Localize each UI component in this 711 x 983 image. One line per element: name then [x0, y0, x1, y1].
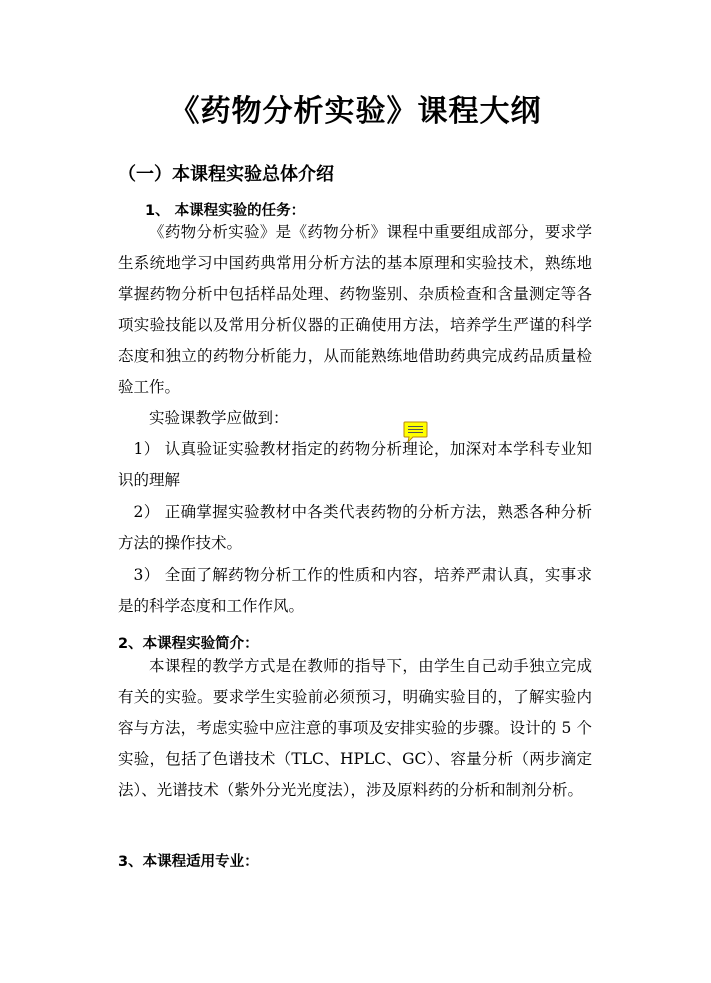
requirement-item-2: 2） 正确掌握实验教材中各类代表药物的分析方法，熟悉各种分析方法的操作技术。 — [118, 503, 592, 552]
tasks-paragraph: 《药物分析实验》是《药物分析》课程中重要组成部分，要求学生系统地学习中国药典常用分析方法的基本原理和实验技术，熟练地掌握药物分析中包括样品处理、药物鉴别、杂质检查和含量测定等各项实验技能以及常用分析仪器的正确使用方法，培养学生严谨的科学态度和独立的药物分析能力，从而能熟练地借助药典完成药品质量检验工作。 — [118, 223, 592, 396]
requirement-item-3: 3） 全面了解药物分析工作的性质和内容，培养严肃认真，实事求是的科学态度和工作作风。 — [118, 566, 592, 615]
subsection-heading-tasks: 1、 本课程实验的任务： — [145, 203, 306, 219]
requirements-intro: 实验课教学应做到： — [149, 409, 289, 427]
comment-icon[interactable] — [403, 421, 428, 443]
subsection-heading-majors: 3、本课程适用专业： — [118, 854, 259, 870]
intro-paragraph: 本课程的教学方式是在教师的指导下，由学生自己动手独立完成有关的实验。要求学生实验前必须预习，明确实验目的，了解实验内容与方法，考虑实验中应注意的事项及安排实验的步骤。设计的 5 个实验，包括了色谱技术（TLC、HPLC、GC）、容量分析（两步滴定法）、光谱技术（紫外分光光度法），涉及原料药的分析和制剂分析。 — [118, 657, 592, 799]
document-title: 《药物分析实验》课程大纲 — [169, 94, 542, 129]
subsection-heading-intro: 2、本课程实验简介： — [118, 636, 259, 652]
section-heading-overview: （一）本课程实验总体介绍 — [118, 164, 334, 185]
requirement-item-1: 1） 认真验证实验教材指定的药物分析理论，加深对本学科专业知识的理解 — [118, 440, 592, 489]
